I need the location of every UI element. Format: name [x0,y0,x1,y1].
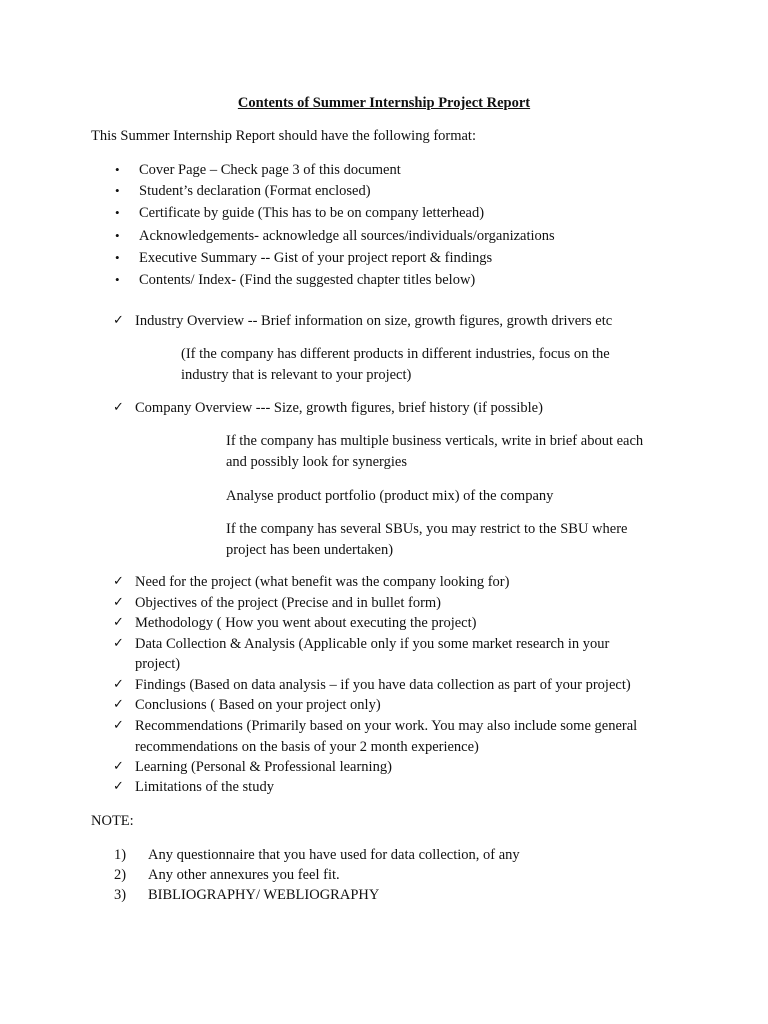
bullet-icon: • [115,162,120,177]
bullet-item-contents-index: Contents/ Index- (Find the suggested chapter titles below) [139,272,476,288]
chapter-objectives: Objectives of the project (Precise and in bullet form) [135,595,442,611]
company-verticals-line-1: If the company has multiple business verticals, write in brief about each [226,433,644,449]
bullet-icon: • [115,228,120,243]
bullet-item-acknowledgements: Acknowledgements- acknowledge all sources/individuals/organizations [139,228,555,244]
checkmark-icon: ✓ [113,759,124,774]
bullet-item-executive-summary: Executive Summary -- Gist of your project report & findings [139,250,493,266]
note-number: 2) [114,867,127,883]
company-sbu-line-2: project has been undertaken) [226,542,394,558]
intro-text: This Summer Internship Report should have the following format: [91,128,476,144]
chapter-data-collection-line-1: Data Collection & Analysis (Applicable only if you some market research in your [135,636,610,652]
bullet-item-cover-page: Cover Page – Check page 3 of this document [139,162,401,178]
checkmark-icon: ✓ [113,574,124,589]
document-title: Contents of Summer Internship Project Report [237,95,531,111]
note-number: 1) [114,847,127,863]
checkmark-icon: ✓ [113,677,124,692]
company-verticals-line-2: and possibly look for synergies [226,454,407,470]
chapter-learning: Learning (Personal & Professional learning) [135,759,392,775]
checkmark-icon: ✓ [113,313,124,328]
bullet-item-declaration: Student’s declaration (Format enclosed) [139,183,371,199]
chapter-company-overview: Company Overview --- Size, growth figures, brief history (if possible) [135,400,543,416]
chapter-recommendations-line-1: Recommendations (Primarily based on your work. You may also include some general [135,718,638,734]
bullet-icon: • [115,183,120,198]
bullet-icon: • [115,205,120,220]
bullet-icon: • [115,250,120,265]
chapter-data-collection-line-2: project) [135,656,181,672]
industry-note-line-2: industry that is relevant to your project) [181,367,412,383]
chapter-industry-overview: Industry Overview -- Brief information on size, growth figures, growth drivers etc [135,313,613,329]
checkmark-icon: ✓ [113,400,124,415]
checkmark-icon: ✓ [113,779,124,794]
chapter-need: Need for the project (what benefit was the company looking for) [135,574,510,590]
note-item-annexures: Any other annexures you feel fit. [148,867,340,883]
note-heading: NOTE: [91,813,134,829]
checkmark-icon: ✓ [113,697,124,712]
bullet-icon: • [115,272,120,287]
checkmark-icon: ✓ [113,636,124,651]
industry-note-line-1: (If the company has different products in different industries, focus on the [181,346,610,362]
checkmark-icon: ✓ [113,595,124,610]
note-item-bibliography: BIBLIOGRAPHY/ WEBLIOGRAPHY [148,887,380,903]
chapter-methodology: Methodology ( How you went about executing the project) [135,615,477,631]
chapter-conclusions: Conclusions ( Based on your project only) [135,697,381,713]
chapter-recommendations-line-2: recommendations on the basis of your 2 month experience) [135,739,479,755]
checkmark-icon: ✓ [113,718,124,733]
note-item-questionnaire: Any questionnaire that you have used for data collection, of any [148,847,520,863]
checkmark-icon: ✓ [113,615,124,630]
company-portfolio: Analyse product portfolio (product mix) of the company [226,488,554,504]
note-number: 3) [114,887,127,903]
company-sbu-line-1: If the company has several SBUs, you may restrict to the SBU where [226,521,628,537]
bullet-item-certificate: Certificate by guide (This has to be on company letterhead) [139,205,485,221]
chapter-findings: Findings (Based on data analysis – if you have data collection as part of your project) [135,677,631,693]
chapter-limitations: Limitations of the study [135,779,274,795]
